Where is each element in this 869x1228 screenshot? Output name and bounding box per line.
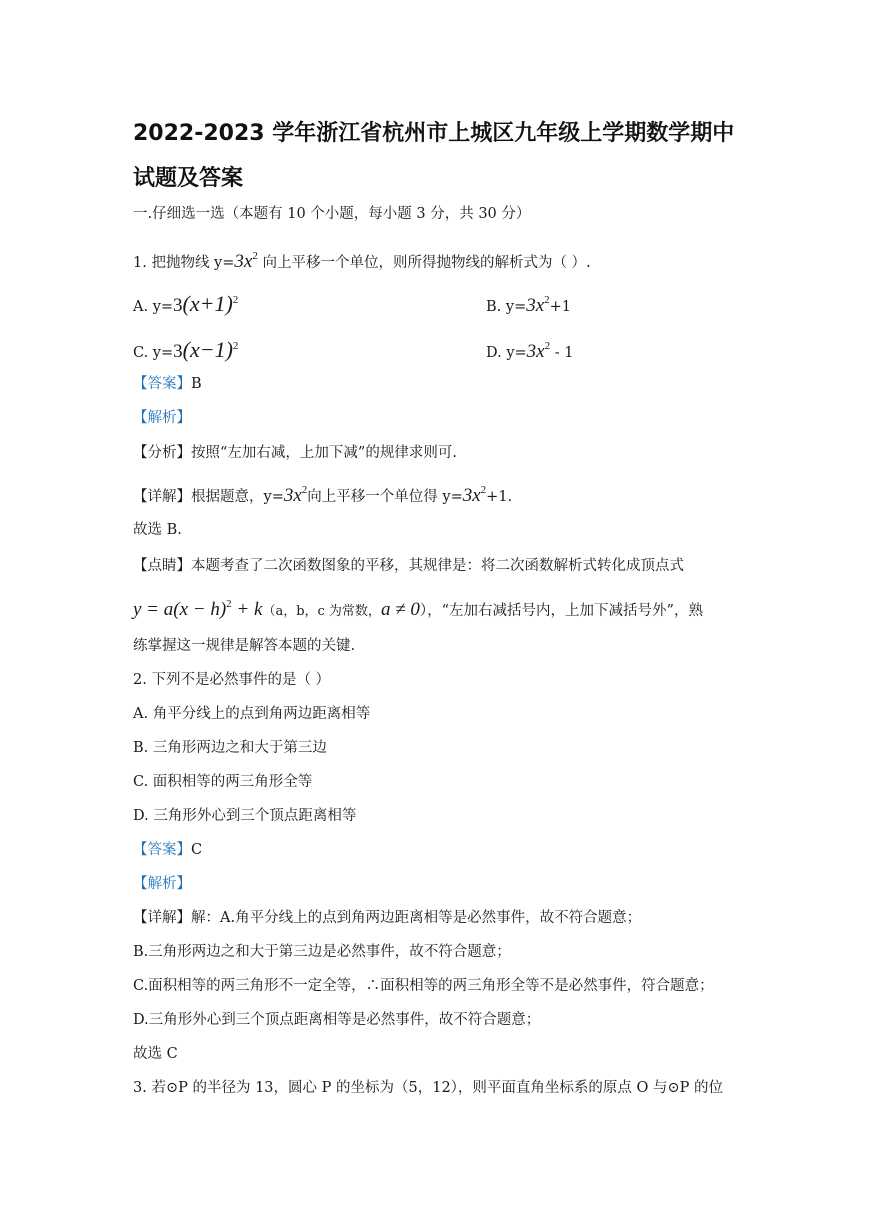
- q1-xiangjie-expr-text: 3x: [283, 485, 302, 506]
- q1-option-d-tail: - 1: [550, 345, 574, 361]
- q2-option-a: A. 角平分线上的点到角两边距离相等: [133, 706, 371, 722]
- q1-xiangjie-sup2: 2: [480, 484, 487, 496]
- q2-stem: 2. 下列不是必然事件的是（ ）: [133, 672, 331, 688]
- q1-fenxi: 【分析】按照“左加右减，上加下减”的规律求则可.: [133, 445, 457, 461]
- doc-title-line1: 2022-2023 学年浙江省杭州市上城区九年级上学期数学期中: [133, 121, 735, 146]
- q1-option-d-label: D. y=: [486, 345, 527, 361]
- q1-xiangjie-expr: [284, 485, 307, 506]
- q1-option-a-sup: 2: [232, 294, 239, 306]
- q1-stem-suffix: 向上平移一个单位，则所得抛物线的解析式为（ ）.: [257, 255, 591, 271]
- q1-option-a-paren-text: (x+1): [182, 291, 233, 316]
- section-heading: 一.仔细选一选（本题有 10 个小题，每小题 3 分，共 30 分）: [133, 206, 531, 222]
- q2-guxuan: 故选 C: [133, 1046, 178, 1062]
- q1-option-a-label: A. y=: [133, 299, 174, 315]
- q1-option-c-label: C. y=: [133, 345, 174, 361]
- q1-vertex-sup: 2: [226, 598, 232, 610]
- q2-answer-tag: 【答案】: [133, 842, 191, 858]
- q1-xiangjie: [133, 480, 512, 507]
- q1-option-b-tail: +1: [549, 299, 572, 315]
- q1-option-c-expr: [173, 337, 239, 362]
- q1-option-a-expr: [173, 291, 239, 316]
- q1-option-c: [133, 336, 238, 363]
- q1-analysis-tag: [133, 408, 191, 428]
- q1-stem: [133, 246, 591, 273]
- q1-xiangjie-expr2: [463, 485, 486, 506]
- q1-option-c-paren: [183, 337, 233, 362]
- q1-guxuan: 故选 B.: [133, 522, 182, 538]
- q1-vertex-expr: [133, 599, 262, 620]
- q1-stem-sup: 2: [252, 250, 258, 262]
- q1-vertex-expr-text: y = a(x − h): [133, 599, 227, 620]
- q1-option-b: [486, 290, 571, 317]
- q1-option-c-sup: 2: [232, 340, 239, 352]
- q1-option-a-coef: 3: [173, 295, 183, 316]
- q2-detail-1: 【详解】解：A.角平分线上的点到角两边距离相等是必然事件，故不符合题意；: [133, 910, 642, 926]
- q1-option-c-paren-text: (x−1): [182, 337, 233, 362]
- q1-option-d-sup: 2: [544, 340, 551, 352]
- q1-option-b-expr-text: 3x: [526, 295, 545, 316]
- q1-stem-prefix: 1. 把抛物线 y=: [133, 255, 235, 271]
- q1-xiangjie-mid: 向上平移一个单位得 y=: [307, 489, 463, 505]
- q1-option-d-expr-text: 3x: [526, 341, 545, 362]
- q1-option-a: [133, 290, 238, 317]
- q1-stem-expr-text: 3x: [234, 251, 253, 272]
- q1-xiangjie-expr2-text: 3x: [462, 485, 481, 506]
- q1-dianjing-last: 练掌握这一规律是解答本题的关键.: [133, 638, 356, 654]
- q2-answer-value: C: [191, 842, 203, 858]
- q1-option-d: [486, 336, 573, 363]
- q2-answer: [133, 840, 202, 860]
- q2-detail-3: C.面积相等的两三角形不一定全等，∴面积相等的两三角形全等不是必然事件，符合题意；: [133, 978, 714, 994]
- q1-answer: [133, 374, 202, 394]
- q1-dianjing-neq-text: a ≠ 0: [380, 599, 420, 620]
- q1-analysis-tag-text: 【解析】: [133, 410, 191, 426]
- q2-detail-2: B.三角形两边之和大于第三边是必然事件，故不符合题意；: [133, 944, 511, 960]
- q2-detail-4: D.三角形外心到三个顶点距离相等是必然事件，故不符合题意；: [133, 1012, 541, 1028]
- q2-analysis-tag-text: 【解析】: [133, 876, 191, 892]
- q2-option-c: C. 面积相等的两三角形全等: [133, 774, 313, 790]
- q1-option-c-coef: 3: [173, 341, 183, 362]
- q1-dianjing: 【点睛】本题考查了二次函数图象的平移，其规律是：将二次函数解析式转化成顶点式: [133, 558, 684, 574]
- q1-option-d-expr: [527, 341, 550, 362]
- q1-xiangjie-prefix: 【详解】根据题意，y=: [133, 489, 284, 505]
- q1-vertex-tail: + k: [231, 599, 263, 620]
- q1-option-b-expr: [526, 295, 549, 316]
- q1-stem-expr: [234, 251, 257, 272]
- q1-option-b-sup: 2: [544, 294, 550, 306]
- q1-dianjing-end: ），“左加右减括号内，上加下减括号外”，熟: [419, 603, 703, 619]
- q1-xiangjie-tail: +1.: [486, 489, 513, 505]
- q1-answer-tag: 【答案】: [133, 376, 191, 392]
- q2-analysis-tag: [133, 874, 191, 894]
- q1-answer-value: B: [191, 376, 202, 392]
- q1-dianjing-neq: [381, 599, 420, 620]
- q3-stem: 3. 若⊙P 的半径为 13，圆心 P 的坐标为（5，12），则平面直角坐标系的原点 O 与⊙P 的位: [133, 1080, 724, 1096]
- q2-option-b: B. 三角形两边之和大于第三边: [133, 740, 327, 756]
- q1-option-b-label: B. y=: [486, 299, 527, 315]
- q1-dianjing-mid: （a，b，c 为常数，: [262, 604, 381, 619]
- q1-vertex-line: [133, 594, 703, 622]
- q1-option-a-paren: [183, 291, 233, 316]
- q1-xiangjie-sup: 2: [301, 484, 308, 496]
- q2-option-d: D. 三角形外心到三个顶点距离相等: [133, 808, 357, 824]
- doc-title-line2: 试题及答案: [133, 166, 244, 191]
